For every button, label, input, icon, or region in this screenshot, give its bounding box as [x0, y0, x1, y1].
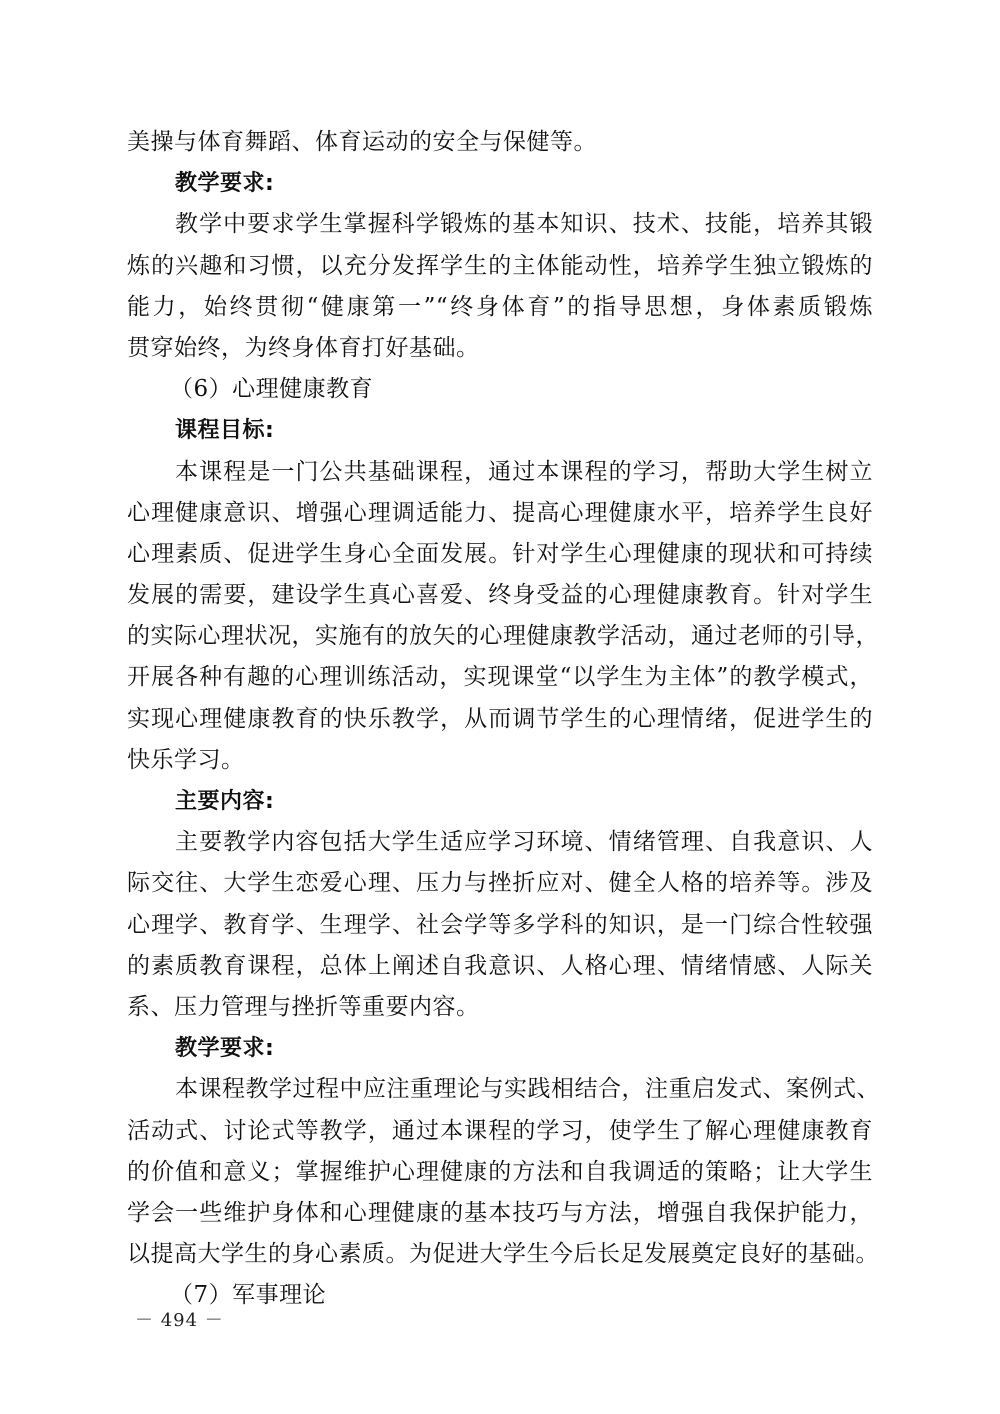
section-title: （6）心理健康教育 [170, 376, 374, 403]
text-line: 的实际心理状况，实施有的放矢的心理健康教学活动，通过老师的引导， [127, 623, 879, 650]
document-body [127, 122, 880, 1316]
text-line: 心理学、教育学、生理学、社会学等多学科的知识，是一门综合性较强 [127, 911, 873, 938]
text-line: 贯穿始终，为终身体育打好基础。 [127, 334, 480, 361]
section-heading: 教学要求: [175, 171, 275, 197]
text-line: 本课程教学过程中应注重理论与实践相结合，注重启发式、案例式、 [175, 1076, 880, 1103]
text-line: 开展各种有趣的心理训练活动，实现课堂“以学生为主体”的教学模式， [127, 664, 873, 691]
text-line: 美操与体育舞蹈、体育运动的安全与保健等。 [127, 129, 597, 155]
section-heading: 主要内容: [175, 789, 275, 814]
text-line: 学会一些维护身体和心理健康的基本技巧与方法，增强自我保护能力， [127, 1199, 873, 1226]
text-line: 心理健康意识、增强心理调适能力、提高心理健康水平，培养学生良好 [127, 499, 873, 526]
text-line: 系、压力管理与挫折等重要内容。 [127, 993, 480, 1020]
text-line: 本课程是一门公共基础课程，通过本课程的学习，帮助大学生树立 [175, 458, 873, 485]
text-line: 际交往、大学生恋爱心理、压力与挫折应对、健全人格的培养等。涉及 [127, 870, 873, 897]
section-title: （7）军事理论 [170, 1282, 327, 1309]
text-line: 以提高大学生的身心素质。为促进大学生今后长足发展奠定良好的基础。 [127, 1241, 879, 1268]
text-line: 活动式、讨论式等教学，通过本课程的学习，使学生了解心理健康教育 [127, 1117, 873, 1144]
text-line: 心理素质、促进学生身心全面发展。针对学生心理健康的现状和可持续 [127, 540, 873, 567]
text-line: 炼的兴趣和习惯，以充分发挥学生的主体能动性，培养学生独立锻炼的 [127, 252, 873, 279]
section-heading: 教学要求: [175, 1036, 275, 1062]
text-line: 的素质教育课程，总体上阐述自我意识、人格心理、情绪情感、人际关 [127, 952, 873, 979]
text-line: 主要教学内容包括大学生适应学习环境、情绪管理、自我意识、人 [175, 829, 873, 856]
section-heading: 课程目标: [175, 418, 275, 444]
page-number: － 494 － [135, 1310, 224, 1331]
text-line: 发展的需要，建设学生真心喜爱、终身受益的心理健康教育。针对学生 [127, 582, 873, 609]
text-line: 实现心理健康教育的快乐教学，从而调节学生的心理情绪，促进学生的 [127, 705, 873, 732]
text-line: 快乐学习。 [127, 746, 245, 773]
text-line: 的价值和意义；掌握维护心理健康的方法和自我调适的策略；让大学生 [127, 1158, 873, 1185]
text-line: 教学中要求学生掌握科学锻炼的基本知识、技术、技能，培养其锻 [175, 211, 873, 238]
text-line: 能力，始终贯彻“健康第一”“终身体育”的指导思想，身体素质锻炼 [127, 293, 873, 320]
